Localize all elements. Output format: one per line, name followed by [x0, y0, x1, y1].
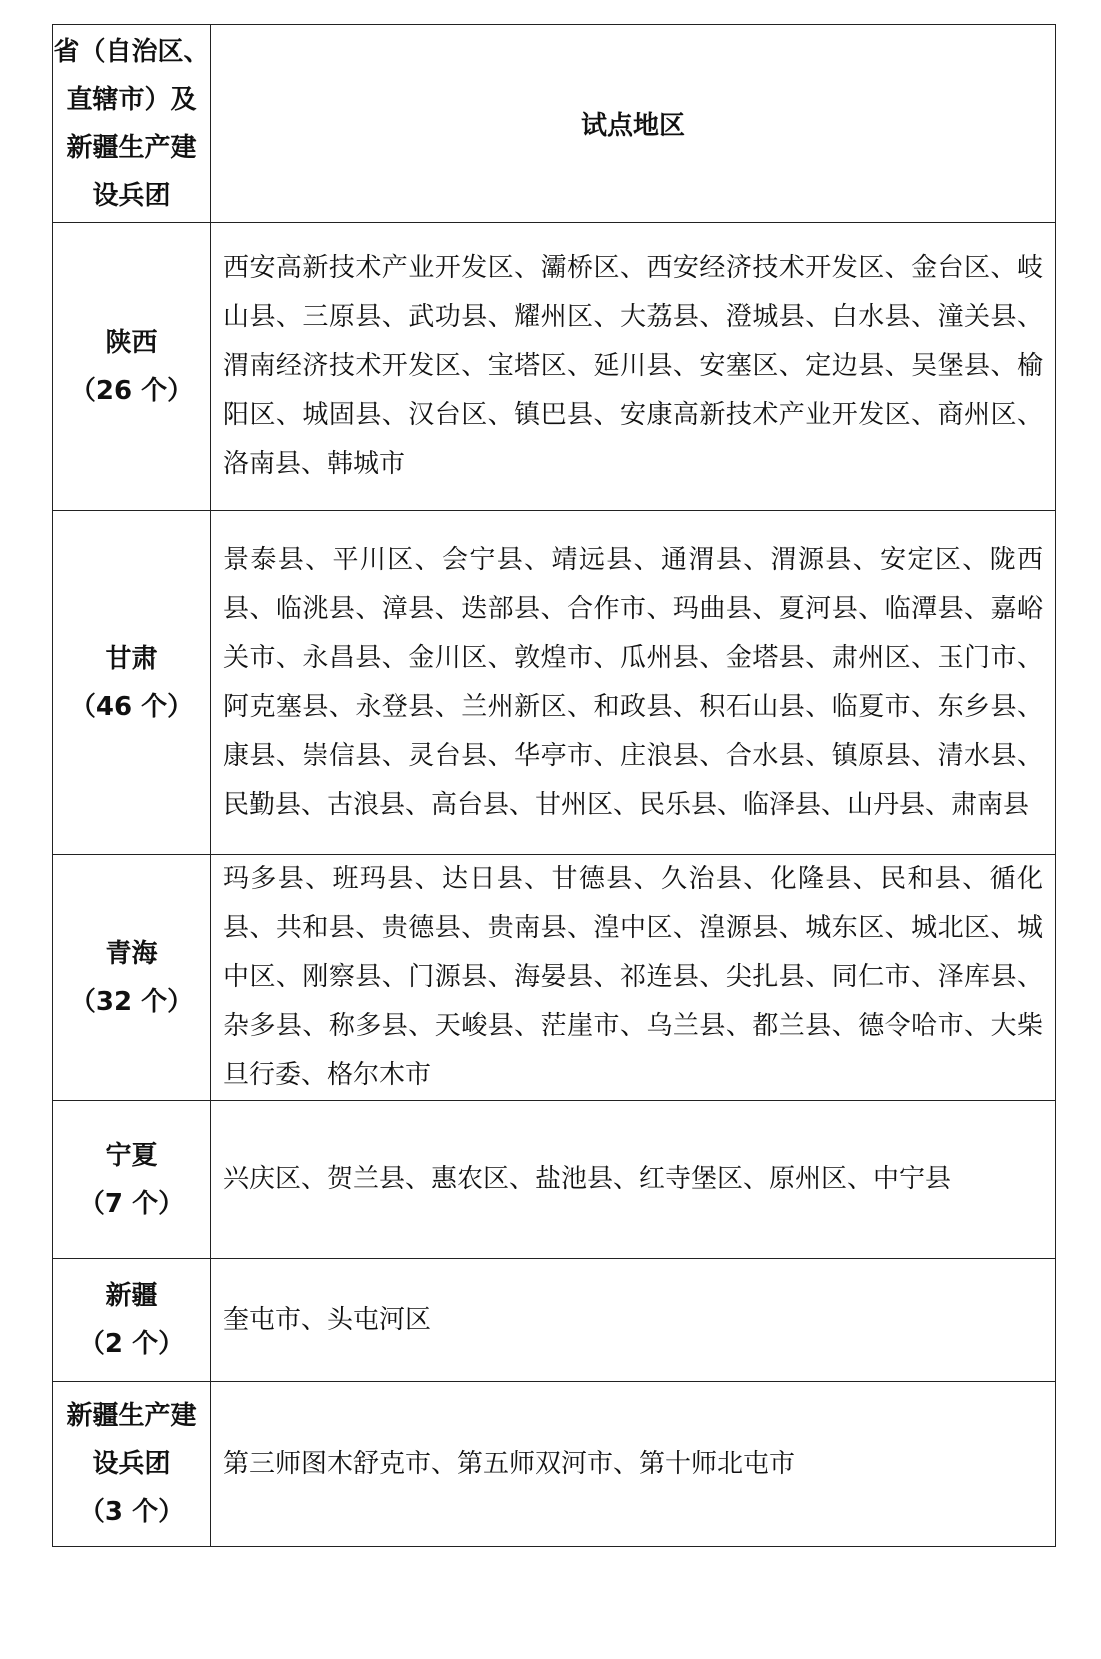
header-province-cell	[53, 25, 211, 223]
areas-cell: 玛多县、班玛县、达日县、甘德县、久治县、化隆县、民和县、循化县、共和县、贵德县、贵南县、湟中区、湟源县、城东区、城北区、城中区、刚察县、门源县、海晏县、祁连县、尖扎县、同仁市、泽库县、杂多县、称多县、天峻县、茫崖市、乌兰县、都兰县、德令哈市、大柴旦行委、格尔木市	[211, 855, 1056, 1101]
province-count: （26 个）	[69, 375, 194, 406]
header-areas-cell: 试点地区	[211, 25, 1056, 223]
header-province-line: 设兵团	[92, 180, 171, 211]
province-cell	[53, 223, 211, 511]
header-row	[53, 25, 1056, 223]
table-row-shaanxi	[53, 223, 1056, 511]
province-cell	[53, 1259, 211, 1382]
province-name: 甘肃	[105, 643, 158, 674]
table-row-xpcc	[53, 1382, 1056, 1547]
province-name: 新疆生产建	[66, 1401, 197, 1431]
areas-cell: 第三师图木舒克市、第五师双河市、第十师北屯市	[211, 1382, 1056, 1547]
province-count: （2 个）	[78, 1329, 185, 1359]
areas-cell: 西安高新技术产业开发区、灞桥区、西安经济技术开发区、金台区、岐山县、三原县、武功县、耀州区、大荔县、澄城县、白水县、潼关县、渭南经济技术开发区、宝塔区、延川县、安塞区、定边县、吴堡县、榆阳区、城固县、汉台区、镇巴县、安康高新技术产业开发区、商州区、洛南县、韩城市	[211, 223, 1056, 511]
table-row-gansu	[53, 511, 1056, 855]
province-name: 新疆	[105, 1281, 158, 1311]
province-count: （3 个）	[78, 1497, 185, 1527]
province-name: 青海	[105, 938, 158, 969]
table-row-ningxia	[53, 1101, 1056, 1259]
province-count: （46 个）	[69, 691, 194, 722]
province-count: （32 个）	[69, 986, 194, 1017]
province-count: （7 个）	[78, 1188, 185, 1219]
pilot-areas-table	[52, 24, 1056, 1547]
header-province-line: 直辖市）及	[66, 84, 197, 115]
header-province-line: 省（自治区、	[53, 36, 210, 67]
province-name: 宁夏	[105, 1140, 158, 1171]
table-row-xinjiang	[53, 1259, 1056, 1382]
province-name: 设兵团	[92, 1449, 171, 1479]
header-province-line: 新疆生产建	[66, 132, 197, 163]
areas-cell: 兴庆区、贺兰县、惠农区、盐池县、红寺堡区、原州区、中宁县	[211, 1101, 1056, 1259]
province-cell	[53, 1382, 211, 1547]
areas-cell: 景泰县、平川区、会宁县、靖远县、通渭县、渭源县、安定区、陇西县、临洮县、漳县、迭部县、合作市、玛曲县、夏河县、临潭县、嘉峪关市、永昌县、金川区、敦煌市、瓜州县、金塔县、肃州区、玉门市、阿克塞县、永登县、兰州新区、和政县、积石山县、临夏市、东乡县、康县、崇信县、灵台县、华亭市、庄浪县、合水县、镇原县、清水县、民勤县、古浪县、高台县、甘州区、民乐县、临泽县、山丹县、肃南县	[211, 511, 1056, 855]
table-row-qinghai	[53, 855, 1056, 1101]
province-cell	[53, 855, 211, 1101]
areas-cell: 奎屯市、头屯河区	[211, 1259, 1056, 1382]
province-name: 陕西	[105, 327, 158, 358]
province-cell	[53, 1101, 211, 1259]
province-cell	[53, 511, 211, 855]
